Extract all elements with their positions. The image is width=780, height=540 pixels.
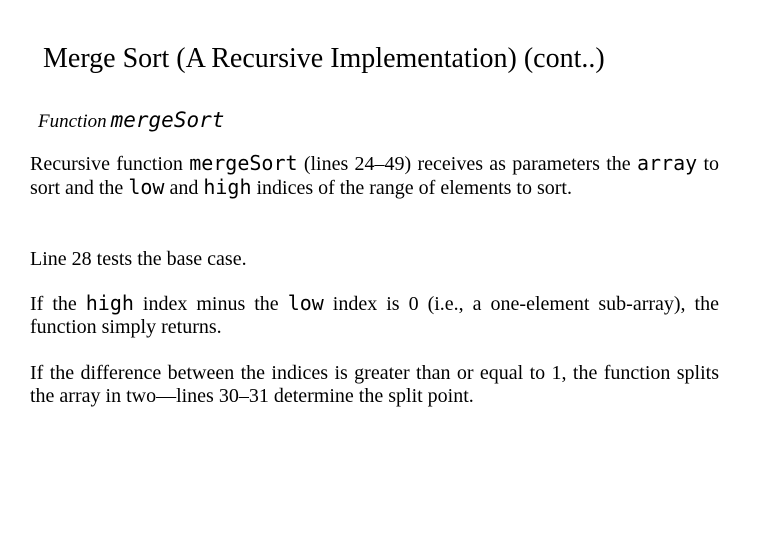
paragraph-base-case (30, 248, 719, 271)
code-low: low (287, 291, 324, 315)
paragraph-split-point (30, 362, 719, 408)
text-segment: If the difference between the indices is greater than or equal to 1, the function splits the array in two—lines 30–31 determine the split point. (30, 362, 719, 407)
subheading-label: Function (38, 111, 107, 132)
paragraph-one-element (30, 292, 719, 339)
subheading-function-name: mergeSort (110, 108, 225, 132)
text-segment: indices of the range of elements to sort. (251, 177, 572, 199)
text-segment: index is 0 (i.e., a one-element sub-array), the function simply returns. (30, 293, 719, 338)
code-high: high (85, 291, 134, 315)
text-segment: to sort and the (30, 153, 720, 199)
text-segment: If the (30, 293, 86, 315)
text-segment: and (164, 177, 204, 199)
slide-title: Merge Sort (A Recursive Implementation) (cont..) (43, 43, 605, 74)
text-segment: Recursive function (30, 153, 190, 175)
code-mergesort: mergeSort (189, 151, 298, 175)
text-segment: Line 28 tests the base case. (30, 248, 247, 270)
section-subheading (38, 106, 224, 137)
paragraph-mergesort-params (30, 152, 719, 200)
text-segment: (lines 24–49) receives as parameters the (297, 153, 637, 175)
code-low: low (128, 175, 165, 199)
text-segment: index minus the (133, 293, 288, 315)
code-high: high (203, 175, 252, 199)
code-array: array (636, 151, 698, 175)
